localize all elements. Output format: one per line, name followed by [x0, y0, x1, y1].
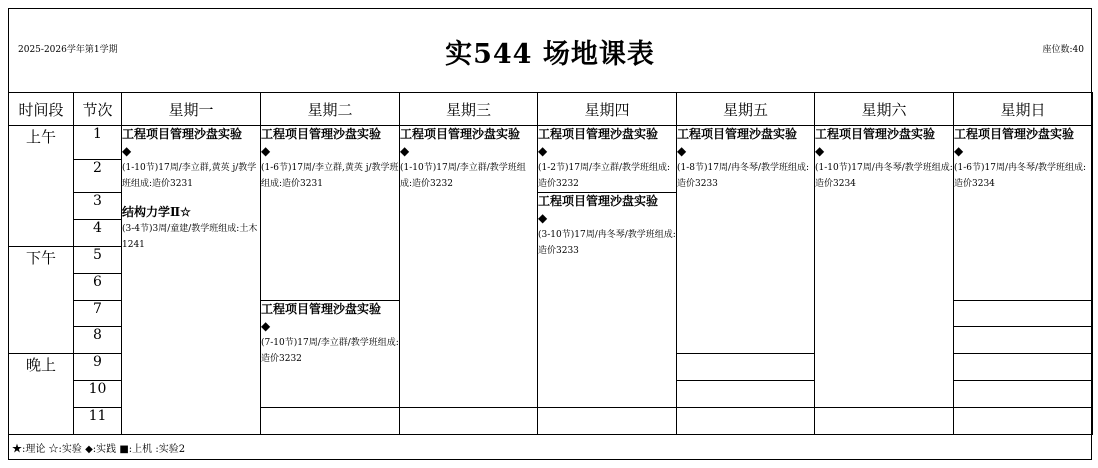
term-label: 2025-2026学年第1学期: [18, 45, 118, 55]
legend: ★:理论 ☆:实验 ◆:实践 ■:上机 :实验2: [12, 444, 186, 455]
course-info: (1-10节)17周/冉冬琴/教学班组成:造价3234: [815, 163, 953, 189]
empty-cell-sun[interactable]: [954, 300, 1093, 327]
timetable-header: [8, 8, 1092, 92]
slot-number: 2: [74, 159, 122, 193]
course-mark: ◆: [815, 144, 825, 158]
course-name: 工程项目管理沙盘实验: [954, 127, 1075, 141]
period-afternoon: 下午: [9, 246, 74, 354]
slot-number: 4: [74, 219, 122, 246]
course-info: (1-10节)17周/李立群/教学班组成:造价3232: [400, 163, 526, 189]
empty-cell-tue[interactable]: [261, 408, 400, 435]
slot-number: 9: [74, 354, 122, 381]
table-row: [9, 126, 1093, 160]
empty-cell-sun[interactable]: [954, 381, 1093, 408]
header-mon: 星期一: [122, 93, 261, 126]
header-sun: 星期日: [954, 93, 1093, 126]
course-name: 工程项目管理沙盘实验: [815, 127, 936, 141]
period-evening: 晚上: [9, 354, 74, 435]
course-cell-thu-2[interactable]: [538, 193, 677, 408]
empty-cell-sun[interactable]: [954, 408, 1093, 435]
header-thu: 星期四: [538, 93, 677, 126]
empty-cell-sun[interactable]: [954, 354, 1093, 381]
header-period: 时间段: [9, 93, 74, 126]
page-title: 实544 场地课表: [445, 39, 655, 70]
slot-number: 10: [74, 381, 122, 408]
course-cell-thu-1[interactable]: [538, 126, 677, 193]
header-tue: 星期二: [261, 93, 400, 126]
empty-cell-sat[interactable]: [815, 408, 954, 435]
course-name: 结构力学Ⅱ☆: [122, 205, 191, 219]
course-cell-sun[interactable]: [954, 126, 1093, 301]
course-name: 工程项目管理沙盘实验: [400, 127, 521, 141]
course-mark: ◆: [954, 144, 964, 158]
seat-count: 座位数:40: [1042, 45, 1084, 55]
course-cell-wed[interactable]: [400, 126, 538, 408]
course-mark: ◆: [538, 211, 548, 225]
course-cell-sat[interactable]: [815, 126, 954, 408]
course-info: (1-6节)17周/冉冬琴/教学班组成:造价3234: [954, 163, 1087, 189]
course-cell-tue-1[interactable]: [261, 126, 400, 301]
slot-number: 11: [74, 408, 122, 435]
slot-number: 3: [74, 193, 122, 220]
course-name: 工程项目管理沙盘实验: [261, 301, 382, 316]
course-info: (3-10节)17周/冉冬琴/教学班组成:造价3233: [538, 230, 676, 256]
course-info: (1-6节)17周/李立群,黄英 j/教学班组成:造价3231: [261, 163, 399, 189]
period-morning: 上午: [9, 126, 74, 247]
course-info: (1-8节)17周/冉冬琴/教学班组成:造价3233: [677, 163, 810, 189]
course-name: 工程项目管理沙盘实验: [261, 127, 382, 141]
empty-cell-fri[interactable]: [677, 354, 815, 381]
course-name: 工程项目管理沙盘实验: [677, 127, 798, 141]
course-name: 工程项目管理沙盘实验: [122, 127, 243, 141]
header-row: [9, 93, 1093, 126]
course-cell-mon[interactable]: [122, 126, 261, 435]
course-mark: ◆: [677, 144, 687, 158]
timetable-grid: [8, 92, 1093, 435]
empty-cell-fri[interactable]: [677, 381, 815, 408]
header-sat: 星期六: [815, 93, 954, 126]
slot-number: 5: [74, 246, 122, 273]
course-name: 工程项目管理沙盘实验: [538, 127, 659, 141]
empty-cell-sun[interactable]: [954, 327, 1093, 354]
course-info: (1-2节)17周/李立群/教学班组成:造价3232: [538, 163, 671, 189]
header-slot: 节次: [74, 93, 122, 126]
course-info: (7-10节)17周/李立群/教学班组成:造价3232: [261, 337, 399, 364]
empty-cell-wed[interactable]: [400, 408, 538, 435]
slot-number: 1: [74, 126, 122, 160]
course-info: (3-4节)3周/童建/教学班组成:土木1241: [122, 224, 258, 250]
course-name: 工程项目管理沙盘实验: [538, 194, 659, 208]
slot-number: 6: [74, 273, 122, 300]
course-mark: ◆: [538, 144, 548, 158]
course-cell-fri[interactable]: [677, 126, 815, 354]
empty-cell-thu[interactable]: [538, 408, 677, 435]
course-info: (1-10节)17周/李立群,黄英 j/教学班组成:造价3231: [122, 163, 257, 189]
empty-cell-fri[interactable]: [677, 408, 815, 435]
header-wed: 星期三: [400, 93, 538, 126]
course-mark: ◆: [400, 144, 410, 158]
slot-number: 7: [74, 300, 122, 327]
course-mark: ◆: [261, 144, 271, 158]
header-fri: 星期五: [677, 93, 815, 126]
course-mark: ◆: [122, 144, 132, 158]
course-cell-tue-2[interactable]: [261, 300, 400, 408]
course-mark: ◆: [261, 318, 271, 333]
slot-number: 8: [74, 327, 122, 354]
